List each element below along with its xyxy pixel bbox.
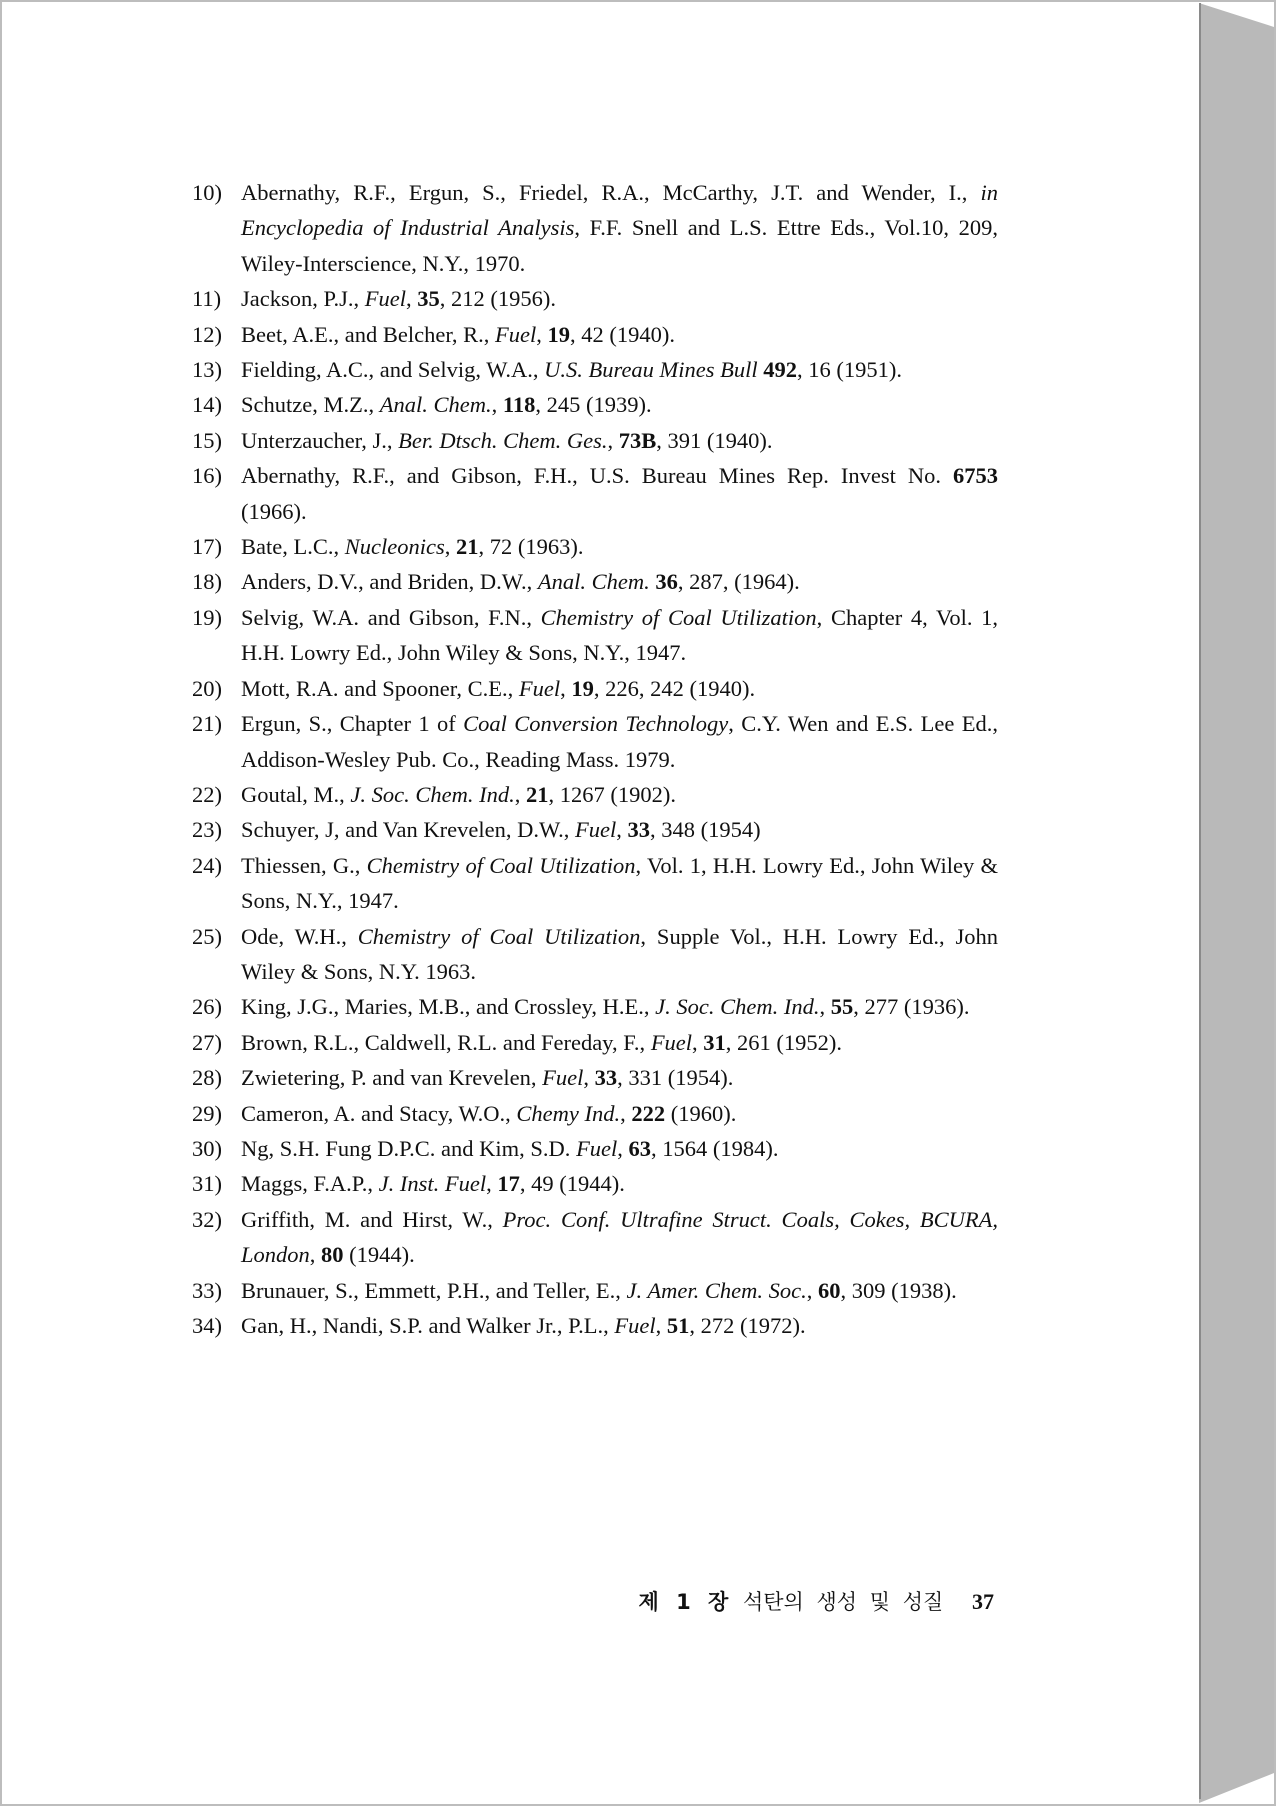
reference-item (192, 564, 998, 599)
reference-text: Ode, W.H., Chemistry of Coal Utilization, Supple Vol., H.H. Lowry Ed., John Wiley & Sons, N.Y. 1963. (241, 923, 998, 984)
reference-list (192, 175, 998, 1343)
reference-text: Goutal, M., J. Soc. Chem. Ind., 21, 1267 (1902). (241, 781, 676, 807)
reference-text: Brunauer, S., Emmett, P.H., and Teller, E., J. Amer. Chem. Soc., 60, 309 (1938). (241, 1277, 957, 1303)
reference-number: 28) (192, 1065, 222, 1091)
reference-number: 12) (192, 321, 222, 347)
reference-number: 16) (192, 463, 222, 489)
reference-item (192, 706, 998, 777)
reference-text: Schutze, M.Z., Anal. Chem., 118, 245 (1939). (241, 392, 652, 418)
reference-item (192, 1308, 998, 1343)
reference-item (192, 919, 998, 990)
reference-number: 29) (192, 1100, 222, 1126)
reference-item (192, 1060, 998, 1095)
reference-number: 15) (192, 427, 222, 453)
reference-number: 34) (192, 1313, 222, 1338)
reference-item (192, 1131, 998, 1166)
reference-number: 26) (192, 994, 222, 1020)
reference-text: Beet, A.E., and Belcher, R., Fuel, 19, 42 (1940). (241, 321, 676, 347)
reference-text: Schuyer, J, and Van Krevelen, D.W., Fuel, 33, 348 (1954) (241, 817, 761, 843)
reference-item (192, 777, 998, 812)
reference-text: Abernathy, R.F., and Gibson, F.H., U.S. Bureau Mines Rep. Invest No. 6753 (1966). (241, 463, 998, 524)
reference-text: Thiessen, G., Chemistry of Coal Utilization, Vol. 1, H.H. Lowry Ed., John Wiley & Sons, N.Y., 1947. (241, 852, 998, 914)
reference-item (192, 671, 998, 706)
reference-item (192, 529, 998, 564)
page-edge-shadow (1199, 3, 1274, 1803)
page-number: 37 (972, 1589, 994, 1614)
reference-number: 25) (192, 923, 222, 949)
reference-text: Selvig, W.A. and Gibson, F.N., Chemistry of Coal Utilization, Chapter 4, Vol. 1, H.H. Lowry Ed., John Wiley & Sons, N.Y., 1947. (241, 604, 998, 666)
reference-text: Mott, R.A. and Spooner, C.E., Fuel, 19, 226, 242 (1940). (241, 675, 756, 701)
reference-text: Ng, S.H. Fung D.P.C. and Kim, S.D. Fuel, 63, 1564 (1984). (241, 1135, 779, 1161)
reference-number: 33) (192, 1277, 222, 1303)
reference-number: 18) (192, 569, 222, 595)
reference-text: Bate, L.C., Nucleonics, 21, 72 (1963). (241, 534, 584, 560)
reference-text: King, J.G., Maries, M.B., and Crossley, H.E., J. Soc. Chem. Ind., 55, 277 (1936). (241, 994, 970, 1020)
reference-number: 19) (192, 604, 222, 630)
reference-number: 17) (192, 534, 222, 560)
reference-item (192, 1096, 998, 1131)
page-edge-line (1199, 3, 1201, 1799)
reference-item (192, 1273, 998, 1308)
reference-item (192, 352, 998, 387)
reference-text: Zwietering, P. and van Krevelen, Fuel, 33, 331 (1954). (241, 1065, 734, 1091)
reference-item (192, 317, 998, 352)
reference-text: Gan, H., Nandi, S.P. and Walker Jr., P.L., Fuel, 51, 272 (1972). (241, 1313, 806, 1338)
reference-item (192, 175, 998, 281)
reference-text: Abernathy, R.F., Ergun, S., Friedel, R.A., McCarthy, J.T. and Wender, I., in Encyclopedia of Industrial Analysis, F.F. Snell and L.S. Ettre Eds., Vol.10, 209, Wiley-Interscience, N.Y., 1970. (241, 180, 998, 276)
reference-number: 32) (192, 1206, 222, 1232)
reference-text: Brown, R.L., Caldwell, R.L. and Fereday, F., Fuel, 31, 261 (1952). (241, 1029, 843, 1055)
reference-item (192, 812, 998, 847)
reference-text: Ergun, S., Chapter 1 of Coal Conversion Technology, C.Y. Wen and E.S. Lee Ed., Addison-Wesley Pub. Co., Reading Mass. 1979. (241, 711, 998, 772)
running-footer (0, 1586, 994, 1616)
reference-number: 10) (192, 180, 222, 205)
reference-item (192, 600, 998, 671)
reference-text: Anders, D.V., and Briden, D.W., Anal. Chem. 36, 287, (1964). (241, 569, 800, 595)
reference-item (192, 1025, 998, 1060)
reference-number: 31) (192, 1171, 222, 1197)
reference-number: 20) (192, 675, 222, 701)
reference-number: 21) (192, 711, 222, 737)
reference-number: 11) (192, 286, 222, 312)
reference-text: Cameron, A. and Stacy, W.O., Chemy Ind., 222 (1960). (241, 1100, 737, 1126)
reference-item (192, 1202, 998, 1273)
reference-number: 13) (192, 357, 222, 383)
reference-text: Fielding, A.C., and Selvig, W.A., U.S. Bureau Mines Bull 492, 16 (1951). (241, 357, 903, 383)
footer-title: 석탄의 생성 및 성질 (742, 1590, 944, 1614)
reference-number: 27) (192, 1029, 222, 1055)
reference-text: Jackson, P.J., Fuel, 35, 212 (1956). (241, 286, 556, 312)
reference-text: Griffith, M. and Hirst, W., Proc. Conf. Ultrafine Struct. Coals, Cokes, BCURA, London, 80 (1944). (241, 1206, 998, 1268)
reference-number: 24) (192, 852, 222, 878)
reference-item (192, 1166, 998, 1201)
reference-text: Maggs, F.A.P., J. Inst. Fuel, 17, 49 (1944). (241, 1171, 625, 1197)
footer-chapter: 제 1 장 (638, 1590, 731, 1614)
reference-number: 14) (192, 392, 222, 418)
reference-number: 30) (192, 1135, 222, 1161)
reference-item (192, 387, 998, 422)
reference-item (192, 458, 998, 529)
reference-number: 22) (192, 781, 222, 807)
reference-item (192, 848, 998, 919)
reference-text: Unterzaucher, J., Ber. Dtsch. Chem. Ges., 73B, 391 (1940). (241, 427, 773, 453)
reference-number: 23) (192, 817, 222, 843)
reference-item (192, 423, 998, 458)
reference-item (192, 281, 998, 316)
reference-item (192, 989, 998, 1024)
